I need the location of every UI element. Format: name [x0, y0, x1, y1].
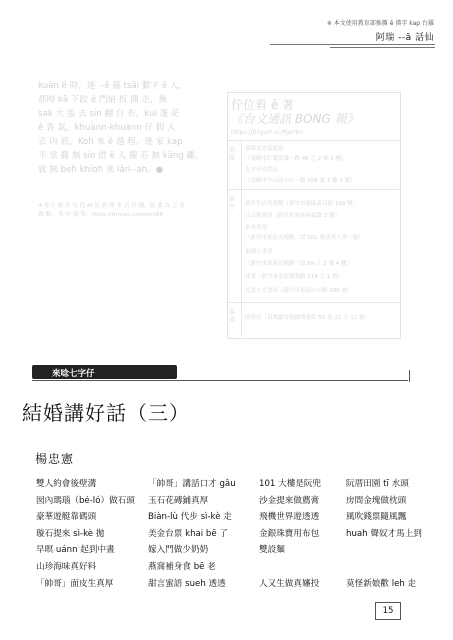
poem-line — [346, 559, 422, 576]
box-label-hsinchu: 新竹 — [229, 196, 236, 211]
box-entry: 水木書苑 — [245, 225, 268, 231]
poem-column-2 — [148, 476, 236, 592]
section-tag-bar — [32, 365, 410, 387]
faded-line: 就 無 beh khioh 來 lân--ah。● — [38, 165, 164, 175]
faded-line: ê 香 氣。khuànn-khuànn 仔 假 人 — [38, 123, 176, 133]
box-subtitle: 《台文通訊 BONG 報》 — [231, 112, 359, 126]
header-note: ※ 本文使用教育部推薦 ê 漢字 kap 台羅 — [326, 20, 434, 27]
box-entry: 瓦當人文書屋（新竹市東區中山路 186 號） — [245, 288, 353, 294]
poem-line: 璇石提來 sì-kè 拋 — [36, 528, 105, 539]
poem-line: 沙金提來做薦膏 — [259, 495, 320, 506]
box-column-divider — [241, 140, 242, 337]
section-tag — [32, 365, 177, 379]
box-entry: （基隆市中山區中山一路 358 號 3 樓 3 號） — [245, 178, 356, 184]
box-entry: （新竹市東區光復路二段 101 號清華大學一樓） — [245, 235, 364, 241]
faded-line: kuān ê 時，逐 --ê 攏 tsâi 數字 ê 人， — [38, 81, 188, 91]
box-divider — [227, 189, 399, 190]
faded-footnote — [38, 202, 218, 220]
box-entry: 新竹生活美學館（新竹市東區武昌街 109 號） — [245, 201, 358, 207]
section-tag-label: 來唸七字仔 — [52, 369, 95, 379]
running-title: 阿瑞 --ā 話仙 — [375, 33, 434, 43]
box-entry: 照世鳥（苗栗縣竹南鎮博愛街 55 巷 22 之 12 號） — [245, 315, 370, 321]
article-title: 結婚講好話（三） — [22, 401, 190, 425]
poem-line: 玉石花磚鋪真厚 — [148, 495, 209, 506]
header-rule-short — [330, 47, 435, 48]
article-author: 楊忠憲 — [35, 452, 75, 466]
faded-line: 那時 kā 下跤 ê 門扇 扳 開 走，換 — [38, 95, 168, 105]
poem-line: 「帥哥」面皮生真厚 — [36, 578, 114, 589]
poem-line: 101 大樓是阮兜 — [259, 479, 322, 489]
poem-line: 雙人約會後壁溝 — [36, 479, 97, 489]
poem-line: Biàn-lù 代步 sì-kè 走 — [148, 512, 232, 523]
poem-line: 嫁入門做少奶奶 — [148, 545, 209, 556]
faded-paragraph — [38, 79, 214, 177]
poem-line: 金銀珠寶用布包 — [259, 528, 320, 539]
section-rule — [32, 380, 408, 381]
poem-column-4 — [346, 476, 422, 592]
box-divider — [227, 140, 399, 141]
faded-line: 平 常 攏 無 sio 借 ê 人 攏 若 無 kâng 離， — [38, 151, 204, 161]
box-divider — [227, 302, 399, 303]
poem-line: 莫怪新娘歡 leh 走 — [346, 578, 417, 589]
poem-column-1 — [36, 476, 135, 592]
poem-line: 風吹錢票隨風飄 — [346, 512, 407, 523]
box-entry: 或者（新竹市北區勝利路 119 之 1 號） — [245, 274, 343, 280]
poem-line: 囡內瑪瑙（bé-ló）做石頭 — [36, 495, 135, 506]
footnote-line: ※ 原文 題 名 為 他 ēt 是 拆 開 來 看 好 錢，遐 蕭 為 之 善 — [38, 203, 185, 209]
page-number: 15 — [375, 602, 401, 620]
poem-line: 燕窩補身食 bē 老 — [148, 561, 216, 572]
poem-line — [259, 559, 321, 576]
box-title: 佇位看 ē 著 — [231, 98, 295, 112]
footnote-line: 戲 劇。 單 位 讀 單：https://tinyurl.com/nnn66 — [38, 212, 164, 218]
poem-line: 山珍海味真好料 — [36, 561, 97, 572]
poem-line: 房間金塊做枕頭 — [346, 495, 407, 506]
poem-line: 豪華遊艇靠碼頭 — [36, 512, 97, 523]
box-entry: （基隆市仁愛區第一路 46 之 2 號 1 樓） — [245, 156, 347, 162]
section-rule-end — [409, 370, 410, 382]
box-entry: 基隆文史協進會 — [245, 146, 284, 152]
box-entry: 東園小書房 — [245, 249, 273, 255]
box-label-keelung: 基隆 — [229, 147, 236, 162]
header-rule — [270, 44, 435, 45]
poem-line: 人又生做真嬸投 — [259, 578, 320, 589]
faded-line: 去 內 底。Koh 來 ê 過 程，逐 家 kap — [38, 137, 183, 147]
box-entry: 江山藝改所（新竹市東區和福路 3 號） — [245, 213, 340, 219]
poem-line: 早暝 uánn 起到中晝 — [36, 545, 115, 556]
box-entry: （新竹市東區民權路一段 89 之 2 號 4 樓） — [245, 261, 352, 267]
poem-line: 飛機世界遊透透 — [259, 512, 320, 523]
poem-line: 美金台票 khai bē 了 — [148, 528, 228, 539]
poem-line — [346, 542, 422, 559]
box-url-link[interactable]: https://tinyurl.cc/PjaVbn — [231, 129, 304, 136]
poem-line: 「帥哥」講話口才 gâu — [148, 479, 236, 489]
poem-line: 甜言蜜語 sueh 透透 — [148, 578, 226, 589]
box-entry: 太平青鳥書局 — [245, 167, 279, 173]
poem-column-3 — [259, 476, 321, 592]
poem-line: 阮厝田園 tī 水頭 — [346, 479, 409, 489]
poem-line: huah 聲奴才馬上到 — [346, 528, 422, 539]
box-label-miaoli: 苗栗 — [229, 309, 236, 324]
faded-line: sak 大 張 去 sin 翻 白 布，kui 蓬 花 — [38, 109, 180, 119]
poem-line: 雙設麵 — [259, 545, 285, 556]
